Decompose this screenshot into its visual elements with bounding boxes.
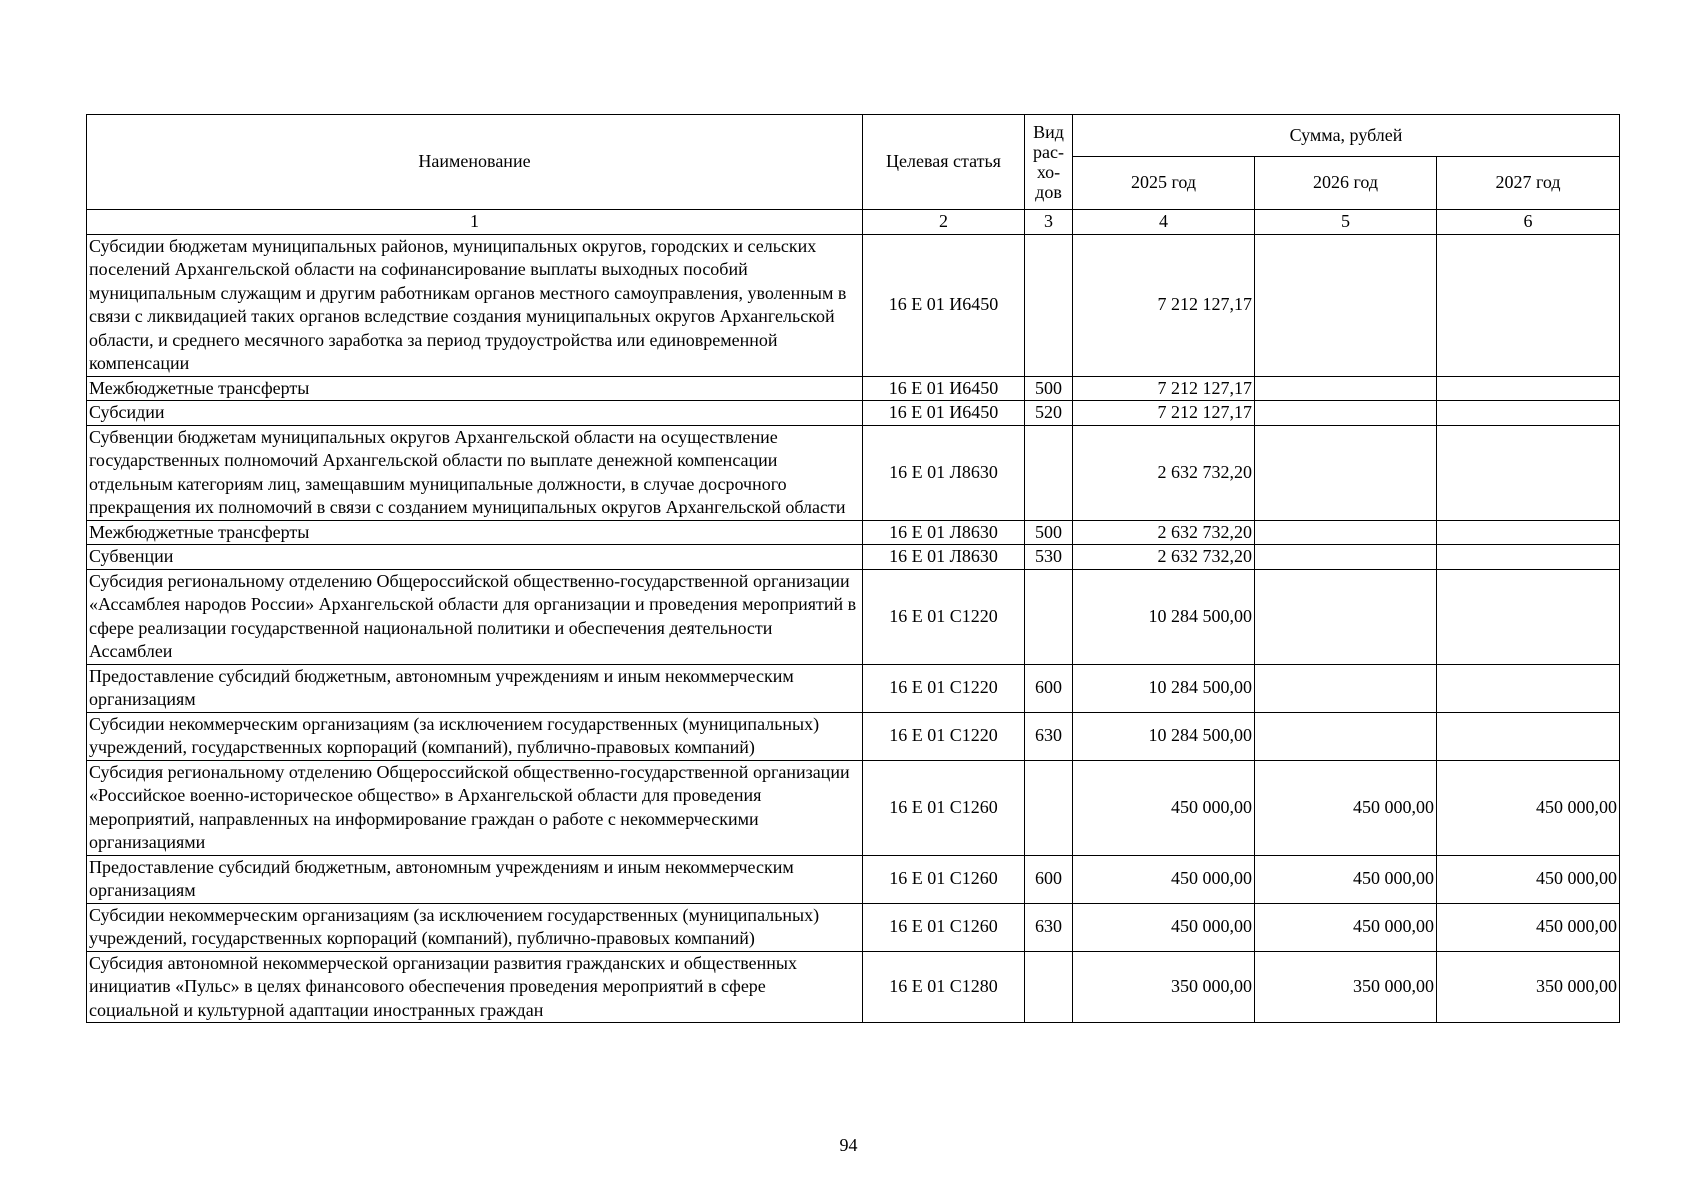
- row-amount-2027: 450 000,00: [1437, 855, 1620, 903]
- row-amount-2027: 450 000,00: [1437, 903, 1620, 951]
- row-name: Субсидия региональному отделению Общероссийской общественно-государственной организации «Российское военно-историческое общество» в Архангельской области для проведения мероприятий, направленных на информирование граждан о работе с некоммерческими организациями: [87, 760, 863, 855]
- row-name: Субсидии: [87, 401, 863, 426]
- row-name: Межбюджетные трансферты: [87, 520, 863, 545]
- row-expense-type: [1025, 951, 1073, 1023]
- header-sum: Сумма, рублей: [1073, 115, 1620, 157]
- row-target-code: 16 Е 01 С1260: [863, 903, 1025, 951]
- row-amount-2025: 350 000,00: [1073, 951, 1255, 1023]
- row-name: Субсидия региональному отделению Общероссийской общественно-государственной организации «Ассамблея народов России» Архангельской области для организации и проведения мероприятий в сфере реализации государственной национальной политики и обеспечения деятельности Ассамблеи: [87, 569, 863, 664]
- row-expense-type: 500: [1025, 376, 1073, 401]
- row-expense-type: 630: [1025, 903, 1073, 951]
- table-row: [87, 520, 1620, 545]
- row-amount-2027: [1437, 376, 1620, 401]
- row-amount-2027: [1437, 664, 1620, 712]
- column-number: 5: [1255, 210, 1437, 235]
- page-number: 94: [839, 1135, 858, 1155]
- row-amount-2025: 7 212 127,17: [1073, 376, 1255, 401]
- row-amount-2027: [1437, 712, 1620, 760]
- row-expense-type: 520: [1025, 401, 1073, 426]
- row-name: Субсидии некоммерческим организациям (за исключением государственных (муниципальных) учреждений, государственных корпораций (компаний), публично-правовых компаний): [87, 903, 863, 951]
- row-amount-2025: 2 632 732,20: [1073, 425, 1255, 520]
- row-amount-2025: 450 000,00: [1073, 760, 1255, 855]
- row-expense-type: [1025, 425, 1073, 520]
- row-amount-2025: 10 284 500,00: [1073, 569, 1255, 664]
- column-number: 1: [87, 210, 863, 235]
- row-expense-type: 600: [1025, 855, 1073, 903]
- row-expense-type: [1025, 569, 1073, 664]
- table-row: [87, 401, 1620, 426]
- row-target-code: 16 Е 01 С1260: [863, 855, 1025, 903]
- row-name: Межбюджетные трансферты: [87, 376, 863, 401]
- row-target-code: 16 Е 01 И6450: [863, 234, 1025, 376]
- header-year-2027: 2027 год: [1437, 157, 1620, 210]
- row-name: Субсидия автономной некоммерческой организации развития гражданских и общественных инициатив «Пульс» в целях финансового обеспечения проведения мероприятий в сфере социальной и культурной адаптации иностранных граждан: [87, 951, 863, 1023]
- table-row: [87, 425, 1620, 520]
- row-name: Предоставление субсидий бюджетным, автономным учреждениям и иным некоммерческим организациям: [87, 664, 863, 712]
- row-expense-type: 600: [1025, 664, 1073, 712]
- row-amount-2026: [1255, 664, 1437, 712]
- row-target-code: 16 Е 01 С1280: [863, 951, 1025, 1023]
- row-name: Предоставление субсидий бюджетным, автономным учреждениям и иным некоммерческим организациям: [87, 855, 863, 903]
- table-row: [87, 545, 1620, 570]
- row-amount-2026: [1255, 425, 1437, 520]
- table-row: [87, 951, 1620, 1023]
- header-vid: Вид рас-хо-дов: [1025, 115, 1073, 210]
- row-amount-2027: [1437, 520, 1620, 545]
- table-row: [87, 569, 1620, 664]
- header-year-2025: 2025 год: [1073, 157, 1255, 210]
- row-amount-2026: [1255, 569, 1437, 664]
- row-expense-type: 630: [1025, 712, 1073, 760]
- row-amount-2027: [1437, 401, 1620, 426]
- column-number: 3: [1025, 210, 1073, 235]
- row-expense-type: 530: [1025, 545, 1073, 570]
- row-amount-2026: [1255, 234, 1437, 376]
- row-amount-2026: [1255, 545, 1437, 570]
- row-amount-2026: 450 000,00: [1255, 903, 1437, 951]
- row-expense-type: [1025, 234, 1073, 376]
- row-amount-2026: 450 000,00: [1255, 760, 1437, 855]
- row-name: Субсидии некоммерческим организациям (за исключением государственных (муниципальных) учреждений, государственных корпораций (компаний), публично-правовых компаний): [87, 712, 863, 760]
- row-target-code: 16 Е 01 С1220: [863, 664, 1025, 712]
- row-amount-2027: [1437, 234, 1620, 376]
- header-row-top: [87, 115, 1620, 157]
- row-name: Субсидии бюджетам муниципальных районов, муниципальных округов, городских и сельских поселений Архангельской области на софинансирование выплаты выходных пособий муниципальным служащим и другим работникам органов местного самоуправления, уволенным в связи с ликвидацией таких органов вследствие создания муниципальных округов Архангельской области, и среднего месячного заработка за период трудоустройства или единовременной компенсации: [87, 234, 863, 376]
- row-amount-2025: 10 284 500,00: [1073, 664, 1255, 712]
- row-target-code: 16 Е 01 Л8630: [863, 425, 1025, 520]
- row-target-code: 16 Е 01 С1260: [863, 760, 1025, 855]
- table-row: [87, 664, 1620, 712]
- row-expense-type: [1025, 760, 1073, 855]
- row-amount-2025: 2 632 732,20: [1073, 520, 1255, 545]
- row-amount-2026: [1255, 712, 1437, 760]
- column-number-row: [87, 210, 1620, 235]
- table-row: [87, 855, 1620, 903]
- row-target-code: 16 Е 01 С1220: [863, 569, 1025, 664]
- row-amount-2026: [1255, 401, 1437, 426]
- table-row: [87, 376, 1620, 401]
- budget-table: [86, 114, 1620, 1023]
- row-target-code: 16 Е 01 И6450: [863, 401, 1025, 426]
- row-amount-2026: [1255, 520, 1437, 545]
- column-number: 4: [1073, 210, 1255, 235]
- row-amount-2025: 450 000,00: [1073, 903, 1255, 951]
- row-amount-2025: 2 632 732,20: [1073, 545, 1255, 570]
- row-amount-2027: 450 000,00: [1437, 760, 1620, 855]
- row-target-code: 16 Е 01 Л8630: [863, 520, 1025, 545]
- row-amount-2027: 350 000,00: [1437, 951, 1620, 1023]
- table-row: [87, 760, 1620, 855]
- row-target-code: 16 Е 01 И6450: [863, 376, 1025, 401]
- row-amount-2025: 7 212 127,17: [1073, 401, 1255, 426]
- row-amount-2025: 10 284 500,00: [1073, 712, 1255, 760]
- row-amount-2027: [1437, 569, 1620, 664]
- table-row: [87, 234, 1620, 376]
- row-amount-2027: [1437, 425, 1620, 520]
- row-amount-2025: 450 000,00: [1073, 855, 1255, 903]
- row-amount-2027: [1437, 545, 1620, 570]
- header-name: Наименование: [87, 115, 863, 210]
- table-row: [87, 903, 1620, 951]
- row-name: Субвенции: [87, 545, 863, 570]
- column-number: 2: [863, 210, 1025, 235]
- row-amount-2026: 450 000,00: [1255, 855, 1437, 903]
- row-name: Субвенции бюджетам муниципальных округов Архангельской области на осуществление государственных полномочий Архангельской области по выплате денежной компенсации отдельным категориям лиц, замещавшим муниципальные должности, в случае досрочного прекращения их полномочий в связи с созданием муниципальных округов Архангельской области: [87, 425, 863, 520]
- row-amount-2026: 350 000,00: [1255, 951, 1437, 1023]
- row-expense-type: 500: [1025, 520, 1073, 545]
- column-number: 6: [1437, 210, 1620, 235]
- row-amount-2026: [1255, 376, 1437, 401]
- row-target-code: 16 Е 01 С1220: [863, 712, 1025, 760]
- header-year-2026: 2026 год: [1255, 157, 1437, 210]
- row-amount-2025: 7 212 127,17: [1073, 234, 1255, 376]
- table-row: [87, 712, 1620, 760]
- header-target: Целевая статья: [863, 115, 1025, 210]
- row-target-code: 16 Е 01 Л8630: [863, 545, 1025, 570]
